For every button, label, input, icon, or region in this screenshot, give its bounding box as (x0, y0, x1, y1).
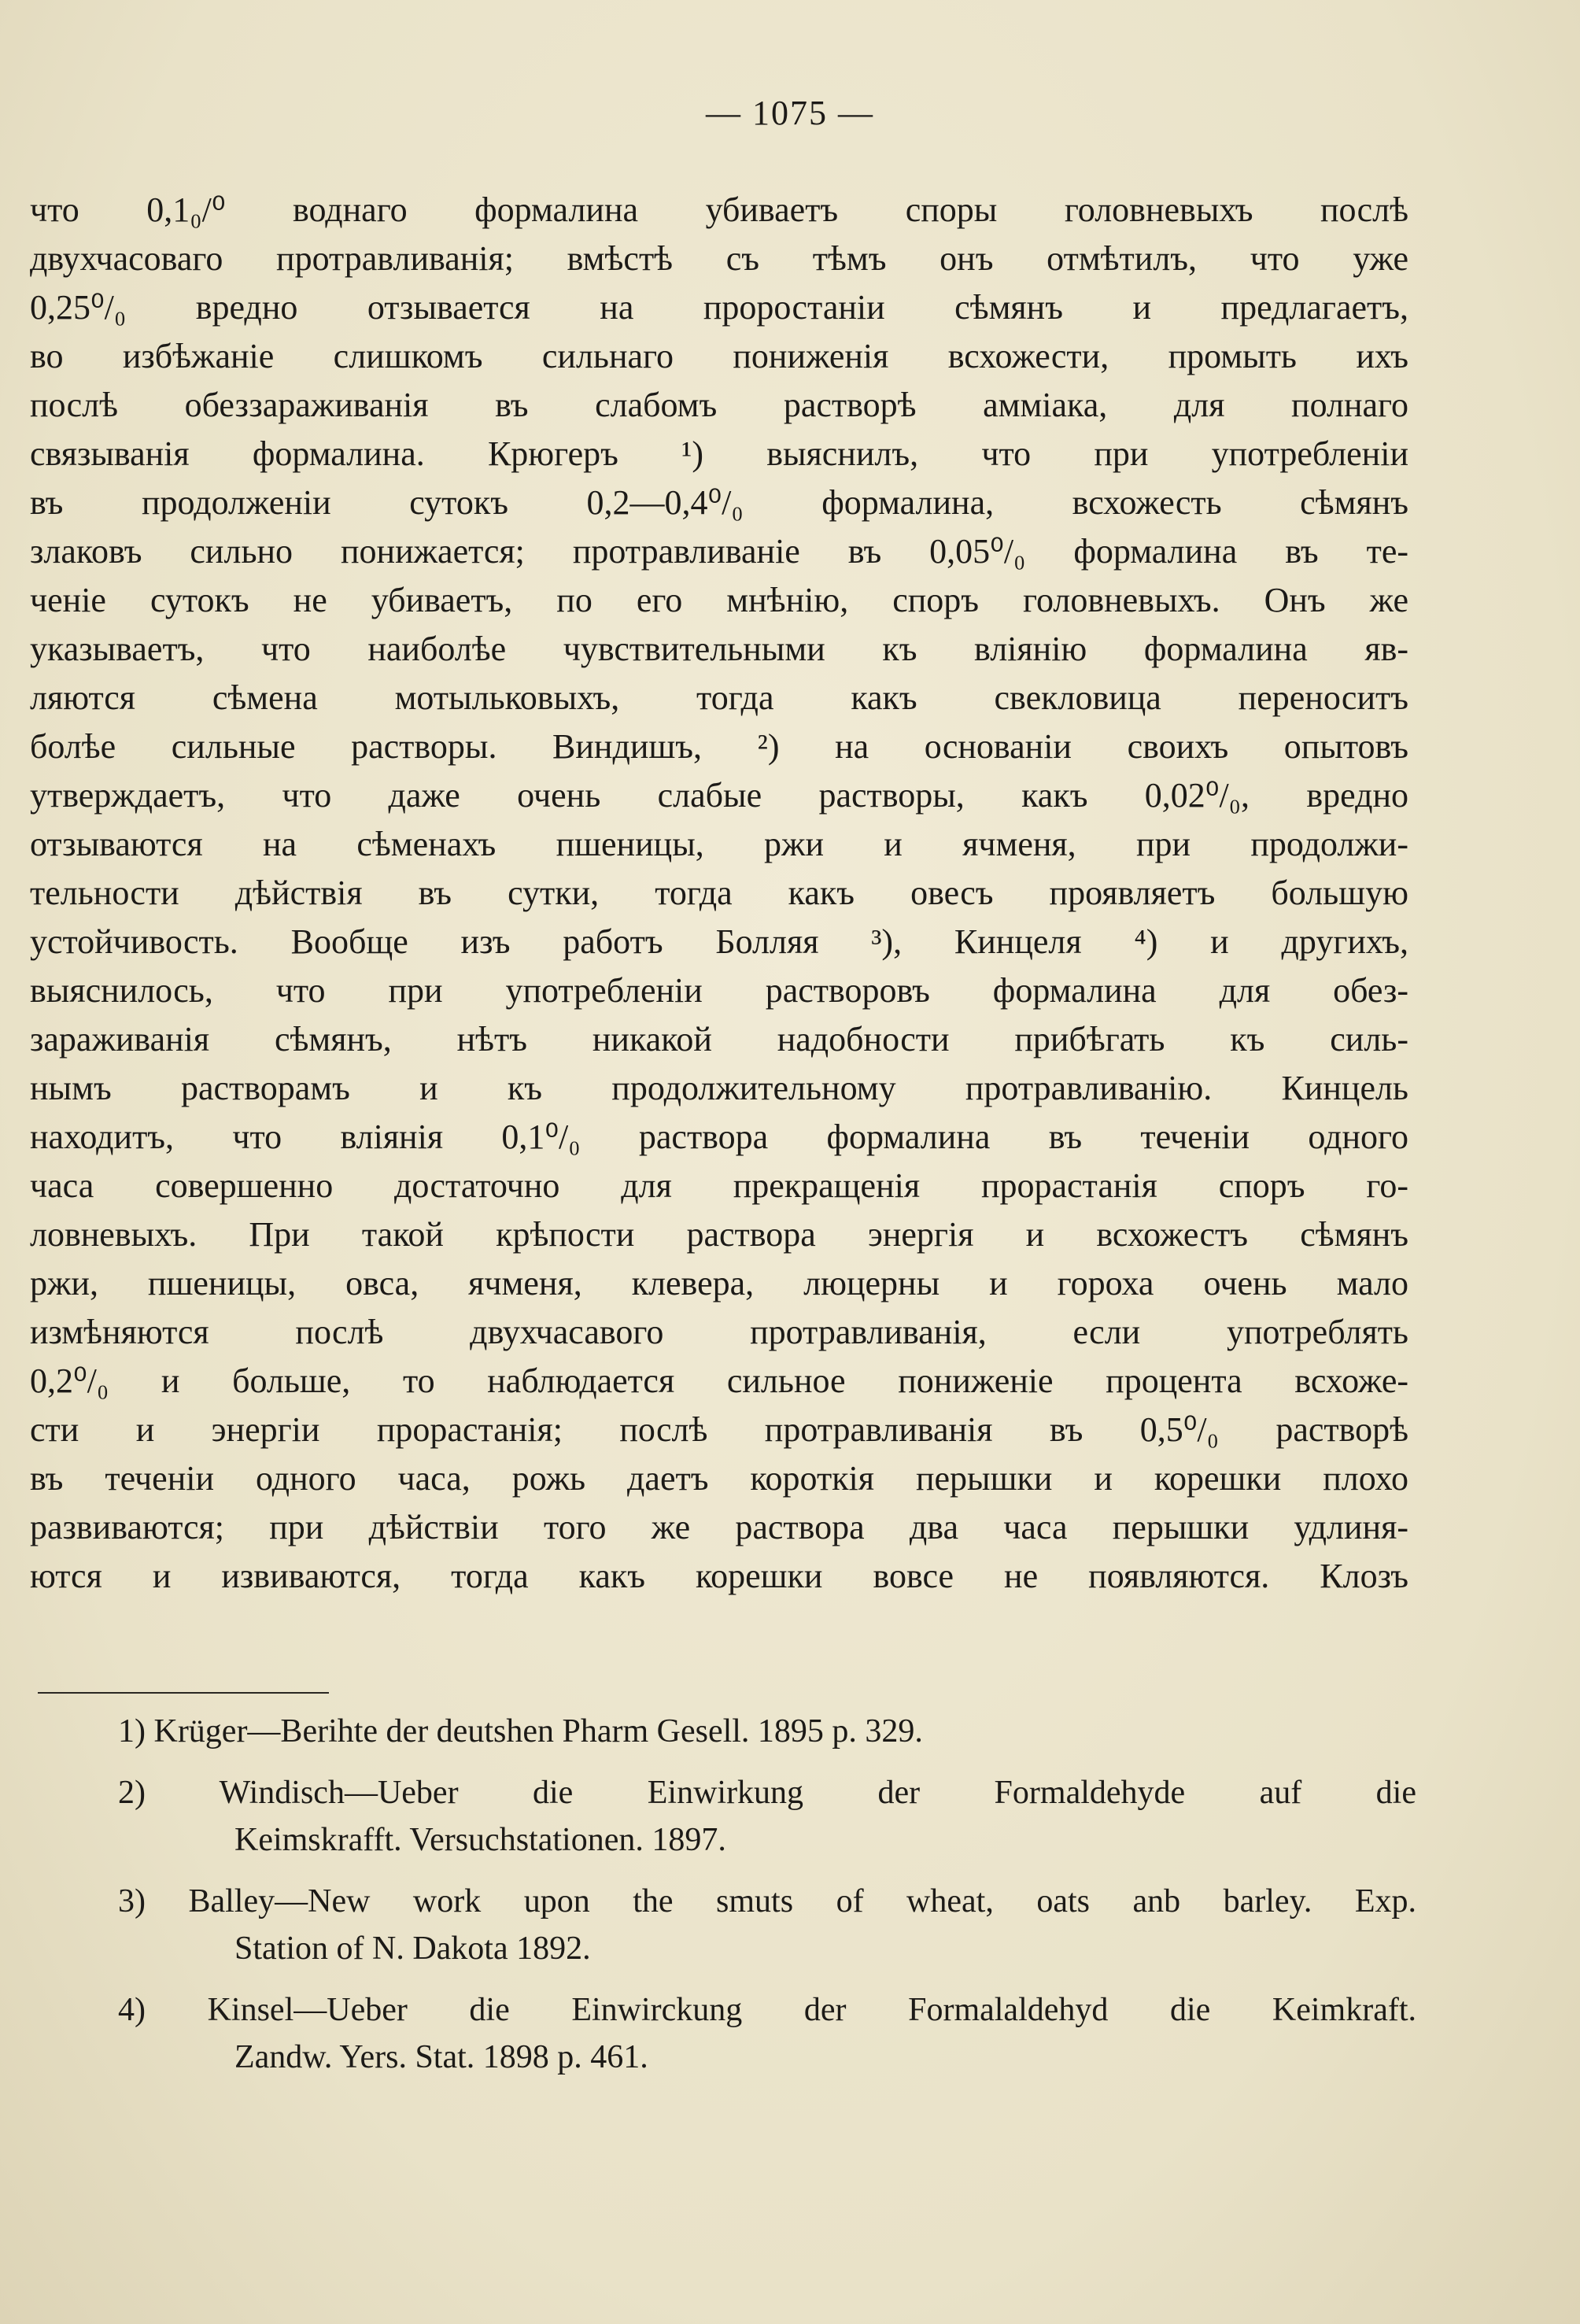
body-line: тельности дѣйствія въ сутки, тогда какъ овесъ проявляетъ большую (30, 874, 1408, 912)
body-line: въ продолженіи сутокъ 0,2—0,4⁰/₀ формалина, всхожесть сѣмянъ (30, 483, 1408, 522)
body-line: нымъ растворамъ и къ продолжительному протравливанію. Кинцель (30, 1069, 1408, 1107)
body-line: устойчивость. Вообще изъ работъ Болляя ³), Кинцеля ⁴) и другихъ, (30, 922, 1408, 961)
body-line: связыванія формалина. Крюгеръ ¹) выяснилъ, что при употребленіи (30, 434, 1408, 473)
footnote-line: 1) Krüger—Berihte der deutshen Pharm Gesell. 1895 p. 329. (118, 1713, 923, 1749)
body-line: двухчасоваго протравливанія; вмѣстѣ съ тѣмъ онъ отмѣтилъ, что уже (30, 239, 1408, 278)
body-line: послѣ обеззараживанія въ слабомъ растворѣ аммiака, для полнаго (30, 386, 1408, 424)
body-line: развиваются; при дѣйствіи того же раствора два часа перышки удлиня- (30, 1508, 1408, 1546)
footnote-line: Zandw. Yers. Stat. 1898 p. 461. (234, 2039, 648, 2075)
body-line: утверждаетъ, что даже очень слабые растворы, какъ 0,02⁰/₀, вредно (30, 776, 1408, 815)
body-line: ловневыхъ. При такой крѣпости раствора энергія и всхожестъ сѣмянъ (30, 1215, 1408, 1254)
body-text (30, 186, 1408, 1601)
body-line: указываетъ, что наиболѣе чувствительными къ вліянію формалина яв- (30, 630, 1408, 668)
body-line: измѣняются послѣ двухчасавого протравливанія, если употреблять (30, 1313, 1408, 1351)
footnote-line: Station of N. Dakota 1892. (234, 1931, 591, 1967)
footnote-line: 4) Kinsel—Ueber die Einwirckung der Formalaldehyd die Keimkraft. (118, 1992, 1416, 2028)
body-line: ляются сѣмена мотыльковыхъ, тогда какъ свекловица переноситъ (30, 678, 1408, 717)
body-line: сти и энергіи прорастанія; послѣ протравливанія въ 0,5⁰/₀ растворѣ (30, 1410, 1408, 1449)
footnote-item (118, 1986, 1416, 2081)
footnote-line: Keimskrafft. Versuchstationen. 1897. (234, 1822, 726, 1858)
body-line: выяснилось, что при употребленіи растворовъ формалина для обез- (30, 971, 1408, 1010)
page-number: — 1075 — (706, 94, 874, 132)
footnote-item (118, 1708, 1416, 1755)
footnote-divider (38, 1692, 329, 1694)
body-line: зараживанія сѣмянъ, нѣтъ никакой надобности прибѣгать къ силь- (30, 1020, 1408, 1059)
footnote-line: 2) Windisch—Ueber die Einwirkung der Formaldehyde auf die (118, 1775, 1416, 1811)
body-line: отзываются на сѣменахъ пшеницы, ржи и ячменя, при продолжи- (30, 825, 1408, 863)
footnote-line: 3) Balley—New work upon the smuts of wheat, oats anb barley. Exp. (118, 1883, 1416, 1919)
body-line: во избѣжаніе слишкомъ сильнаго пониженія всхожести, промыть ихъ (30, 337, 1408, 375)
body-line: 0,25⁰/₀ вредно отзывается на проростаніи сѣмянъ и предлагаетъ, (30, 288, 1408, 327)
body-line: часа совершенно достаточно для прекращенія прорастанія споръ го- (30, 1166, 1408, 1205)
footnote-item (118, 1769, 1416, 1864)
body-line: злаковъ сильно понижается; протравливаніе въ 0,05⁰/₀ формалина въ те- (30, 532, 1408, 571)
body-line: ются и извиваются, тогда какъ корешки вовсе не появляются. Клозъ (30, 1557, 1408, 1595)
body-line: 0,2⁰/₀ и больше, то наблюдается сильное пониженіе процента всхоже- (30, 1362, 1408, 1400)
footnotes (118, 1708, 1416, 2095)
body-line: ржи, пшеницы, овса, ячменя, клевера, люцерны и гороха очень мало (30, 1264, 1408, 1302)
body-line: что 0,1₀/⁰ воднаго формалина убиваетъ споры головневыхъ послѣ (30, 190, 1408, 229)
body-line: находитъ, что вліянія 0,1⁰/₀ раствора формалина въ теченіи одного (30, 1118, 1408, 1156)
body-line: въ теченіи одного часа, рожь даетъ короткія перышки и корешки плохо (30, 1459, 1408, 1498)
body-line: болѣе сильные растворы. Виндишъ, ²) на основаніи своихъ опытовъ (30, 727, 1408, 766)
footnote-item (118, 1878, 1416, 1972)
body-line: ченіе сутокъ не убиваетъ, по его мнѣнію, споръ головневыхъ. Онъ же (30, 581, 1408, 619)
